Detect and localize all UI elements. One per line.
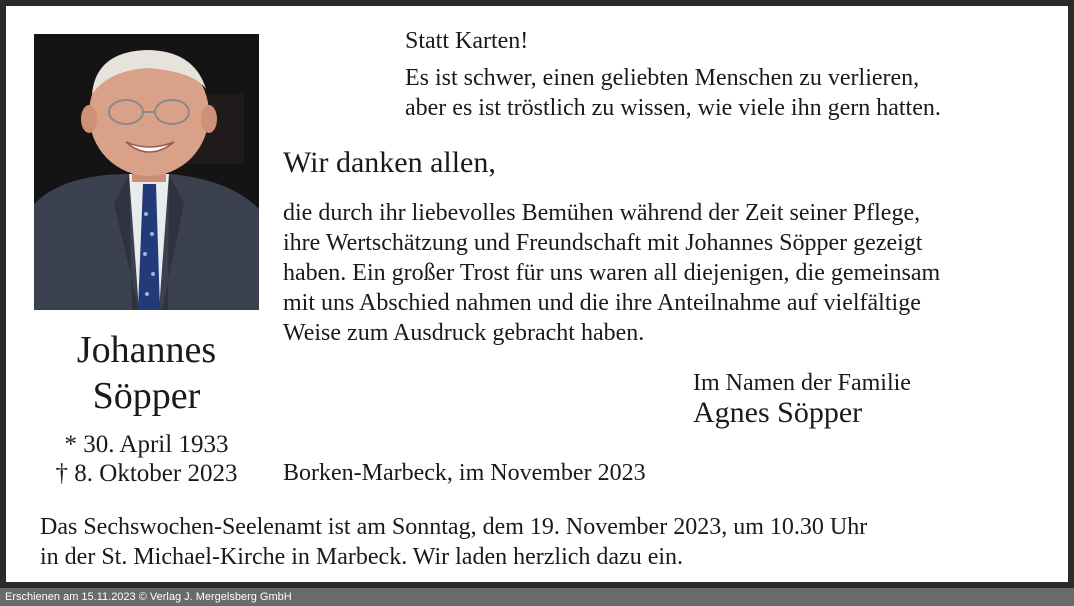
body-line: haben. Ein großer Trost für uns waren all diejenigen, die gemeinsam [283,260,941,286]
body-line: ihre Wertschätzung und Freundschaft mit Johannes Söpper gezeigt [283,230,923,256]
body-line: Weise zum Ausdruck gebracht haben. [283,320,645,346]
mass-line: Das Sechswochen-Seelenamt ist am Sonntag, dem 19. November 2023, um 10.30 Uhr [40,514,868,540]
deceased-first-name: Johannes [76,329,217,371]
deceased-last-name: Söpper [92,375,201,417]
thanks-heading: Wir danken allen, [283,146,496,179]
notice-header: Statt Karten! [405,28,529,54]
quote-line: aber es ist tröstlich zu wissen, wie viele ihn gern hatten. [405,95,941,121]
family-name: Agnes Söpper [693,396,863,429]
body-line: die durch ihr liebevolles Bemühen während der Zeit seiner Pflege, [283,200,921,226]
portrait-photo [34,34,259,310]
death-date: † 8. Oktober 2023 [55,460,238,487]
birth-date: * 30. April 1933 [64,431,229,458]
place-date: Borken-Marbeck, im November 2023 [283,460,646,486]
family-intro: Im Namen der Familie [693,370,911,396]
publisher-footer: Erschienen am 15.11.2023 © Verlag J. Mergelsberg GmbH [0,588,1074,606]
quote-line: Es ist schwer, einen geliebten Menschen zu verlieren, [405,65,920,91]
body-line: mit uns Abschied nahmen und die ihre Anteilnahme auf vielfältige [283,290,921,316]
mass-line: in der St. Michael-Kirche in Marbeck. Wir laden herzlich dazu ein. [40,544,684,570]
